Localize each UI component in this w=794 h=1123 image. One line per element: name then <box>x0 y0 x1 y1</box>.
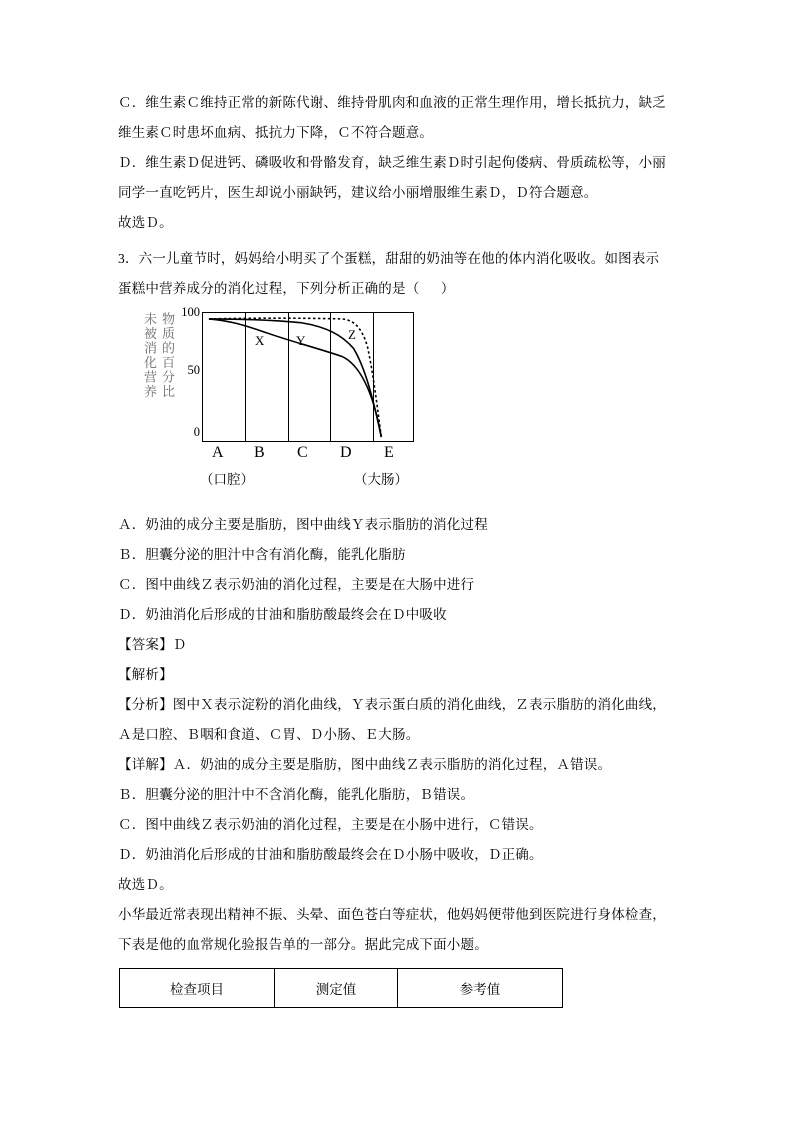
x-tick-d: D <box>340 444 352 461</box>
option-d: Ｄ．奶油消化后形成的甘油和脂肪酸最终会在Ｄ中吸收 <box>118 607 447 622</box>
chart-x-sublabels <box>202 468 432 490</box>
table-header-measured: 测定值 <box>275 969 398 1008</box>
option-b: Ｂ．胆囊分泌的胆汁中含有消化酶，能乳化脂肪 <box>118 547 406 562</box>
detail-line: 【详解】Ａ．奶油的成分主要是脂肪，图中曲线Ｚ表示脂肪的消化过程，Ａ错误。 <box>118 757 612 772</box>
analysis-line: 【分析】图中Ｘ表示淀粉的消化曲线，Ｙ表示蛋白质的消化曲线，Ｚ表示脂肪的消化曲线， <box>118 697 666 712</box>
chart-y-ticks: 100 50 0 <box>181 305 200 439</box>
x-sublabel-mouth: （口腔） <box>200 472 254 487</box>
paragraph-line: 故选Ｄ。 <box>118 215 173 230</box>
question-block <box>118 244 676 304</box>
chart-ylabel-col-2: 物质的百分比 <box>160 312 175 399</box>
paragraph-line: 同学一直吃钙片，医生却说小丽缺钙，建议给小丽增服维生素Ｄ，Ｄ符合题意。 <box>118 185 598 200</box>
digestion-chart <box>118 305 676 508</box>
answer-line: 【答案】Ｄ <box>118 637 187 652</box>
question-text-1: 六一儿童节时，妈妈给小明买了个蛋糕，甜甜的奶油等在他的体内消化吸收。如图表示 <box>138 251 660 266</box>
question-line-2: 蛋糕中营养成分的消化过程，下列分析正确的是（ ） <box>118 281 455 296</box>
table-row <box>120 969 563 1008</box>
question-number: 3． <box>118 251 139 266</box>
question-line-1 <box>118 244 676 274</box>
curve-label-z: Z <box>348 327 356 342</box>
analysis-label: 【解析】 <box>118 667 173 682</box>
paragraph-line: 维生素Ｃ时患坏血病、抵抗力下降，Ｃ不符合题意。 <box>118 125 434 140</box>
chart-x-ticks <box>202 444 414 466</box>
curve-label-x: X <box>255 333 265 348</box>
detail-line: Ｃ．图中曲线Ｚ表示奶油的消化过程，主要是在小肠中进行，Ｃ错误。 <box>118 817 543 832</box>
x-tick-c: C <box>297 444 308 461</box>
x-tick-a: A <box>212 444 224 461</box>
option-c: Ｃ．图中曲线Ｚ表示奶油的消化过程，主要是在大肠中进行 <box>118 577 475 592</box>
detail-line: Ｂ．胆囊分泌的胆汁中不含消化酶，能乳化脂肪，Ｂ错误。 <box>118 787 475 802</box>
paragraph-line: Ｄ．维生素Ｄ促进钙、磷吸收和骨骼发育，缺乏维生素Ｄ时引起佝偻病、骨质疏松等，小丽 <box>118 155 666 170</box>
detail-line: 故选Ｄ。 <box>118 877 173 892</box>
x-tick-e: E <box>384 444 394 461</box>
chart-curves <box>203 313 413 441</box>
detail-line: Ｄ．奶油消化后形成的甘油和脂肪酸最终会在Ｄ小肠中吸收，Ｄ正确。 <box>118 847 543 862</box>
chart-plot-area <box>202 312 414 442</box>
paragraph-line: Ｃ．维生素Ｃ维持正常的新陈代谢、维持骨肌肉和血液的正常生理作用，增长抵抗力，缺乏 <box>118 95 666 110</box>
table-header-item: 检查项目 <box>120 969 275 1008</box>
x-sublabel-large-intestine: （大肠） <box>354 472 408 487</box>
curve-label-y: Y <box>296 333 306 348</box>
analysis-line: Ａ是口腔、Ｂ咽和食道、Ｃ胃、Ｄ小肠、Ｅ大肠。 <box>118 727 420 742</box>
x-tick-b: B <box>254 444 265 461</box>
passage-line: 小华最近常表现出精神不振、头晕、面色苍白等症状，他妈妈便带他到医院进行身体检查， <box>118 907 666 922</box>
option-a: Ａ．奶油的成分主要是脂肪，图中曲线Ｙ表示脂肪的消化过程 <box>118 517 488 532</box>
table-header-reference: 参考值 <box>398 969 563 1008</box>
blood-report-table <box>119 968 563 1008</box>
chart-ylabel-col-1: 未被消化营养 <box>142 312 157 399</box>
passage-line: 下表是他的血常规化验报告单的一部分。据此完成下面小题。 <box>118 937 488 952</box>
